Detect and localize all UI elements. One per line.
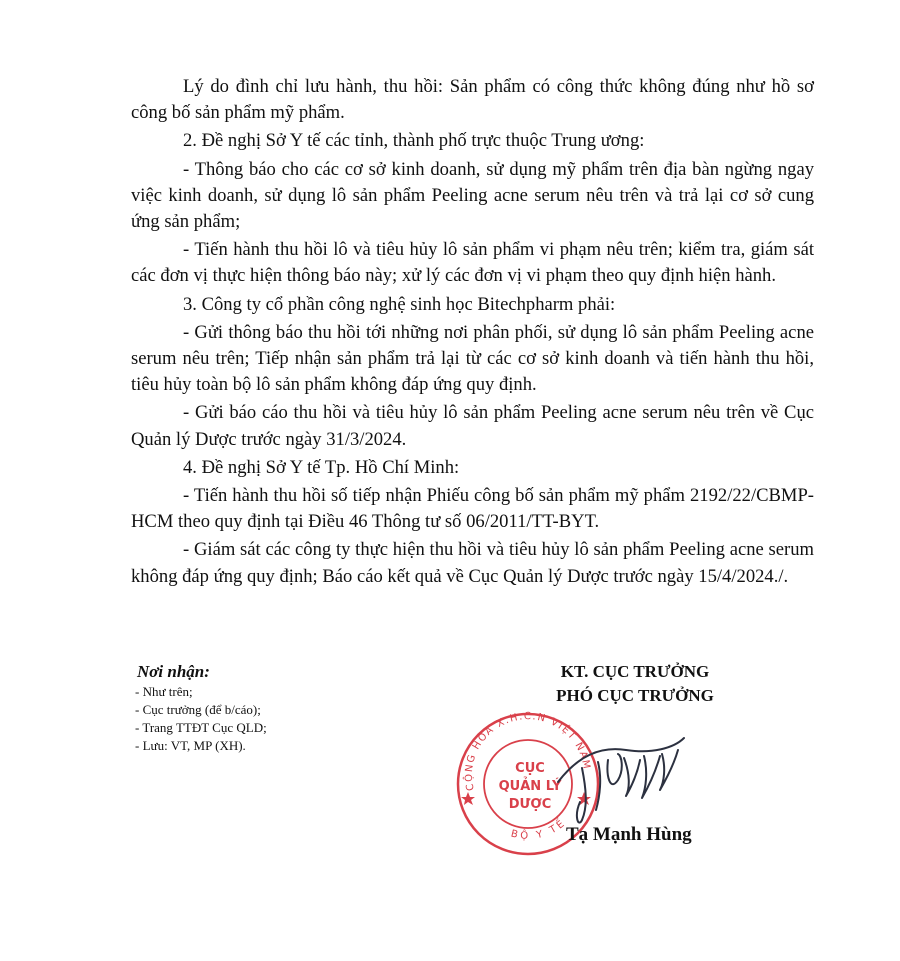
paragraph-section-2-item-1: - Thông báo cho các cơ sở kinh doanh, sử dụng mỹ phẩm trên địa bàn ngừng ngay việc kinh doanh, sử dụng lô sản phẩm Peeling acne serum nêu trên và trả lại cơ sở cung ứng sản phẩm;: [131, 158, 814, 233]
handwritten-signature: [548, 716, 688, 836]
signature-title: [520, 660, 750, 708]
paragraph-section-4-item-2: - Giám sát các công ty thực hiện thu hồi và tiêu hủy lô sản phẩm Peeling acne serum không đáp ứng quy định; Báo cáo kết quả về Cục Quản lý Dược trước ngày 15/4/2024./.: [131, 539, 814, 587]
signature-title-line-2: PHÓ CỤC TRƯỞNG: [556, 686, 714, 705]
paragraph-section-4-item-1: - Tiến hành thu hồi số tiếp nhận Phiếu công bố sản phẩm mỹ phẩm 2192/22/CBMP-HCM theo quy định tại Điều 46 Thông tư số 06/2011/TT-BYT.: [131, 485, 814, 533]
stamp-center-line-1: CỤC: [515, 761, 545, 776]
paragraph-section-3-item-2: - Gửi báo cáo thu hồi và tiêu hủy lô sản phẩm Peeling acne serum nêu trên về Cục Quản lý Dược trước ngày 31/3/2024.: [131, 402, 814, 450]
stamp-ring-text: CỘNG HÒA X.H.C.N VIỆT NAM: [463, 711, 592, 792]
recipient-item: - Lưu: VT, MP (XH).: [135, 738, 246, 753]
recipient-item: - Trang TTĐT Cục QLD;: [135, 720, 267, 735]
recipient-item: - Như trên;: [135, 684, 193, 699]
document-body: [131, 74, 814, 590]
signer-name: Tạ Mạnh Hùng: [566, 824, 692, 845]
recipients-block: [135, 661, 455, 755]
stamp-center-line-2: QUẢN LÝ: [498, 779, 562, 794]
paragraph-section-4-heading: 4. Đề nghị Sở Y tế Tp. Hồ Chí Minh:: [183, 456, 460, 478]
paragraph-section-2-heading: 2. Đề nghị Sở Y tế các tỉnh, thành phố trực thuộc Trung ương:: [183, 130, 645, 152]
stamp-center-line-3: DƯỢC: [508, 797, 552, 812]
recipients-heading: Nơi nhận:: [137, 662, 210, 681]
signature-title-line-1: KT. CỤC TRƯỞNG: [560, 662, 710, 681]
paragraph-section-3-heading: 3. Công ty cổ phần công nghệ sinh học Bitechpharm phải:: [183, 293, 616, 315]
recipient-item: - Cục trưởng (để b/cáo);: [135, 702, 261, 717]
paragraph-section-3-item-1: - Gửi thông báo thu hồi tới những nơi phân phối, sử dụng lô sản phẩm Peeling acne serum nêu trên; Tiếp nhận sản phẩm trả lại từ các cơ sở kinh doanh và tiến hành thu hồi, tiêu hủy toàn bộ lô sản phẩm không đáp ứng quy định.: [131, 321, 814, 396]
paragraph-section-2-item-2: - Tiến hành thu hồi lô và tiêu hủy lô sản phẩm vi phạm nêu trên; kiểm tra, giám sát các đơn vị thực hiện thông báo này; xử lý các đơn vị vi phạm theo quy định hiện hành.: [131, 239, 814, 287]
paragraph-reason: Lý do đình chỉ lưu hành, thu hồi: Sản phẩm có công thức không đúng như hồ sơ công bố sản phẩm mỹ phẩm.: [131, 76, 814, 124]
stamp-star-left-icon: [461, 792, 475, 805]
stamp-bottom-text: BỘ Y TẾ: [509, 817, 569, 842]
